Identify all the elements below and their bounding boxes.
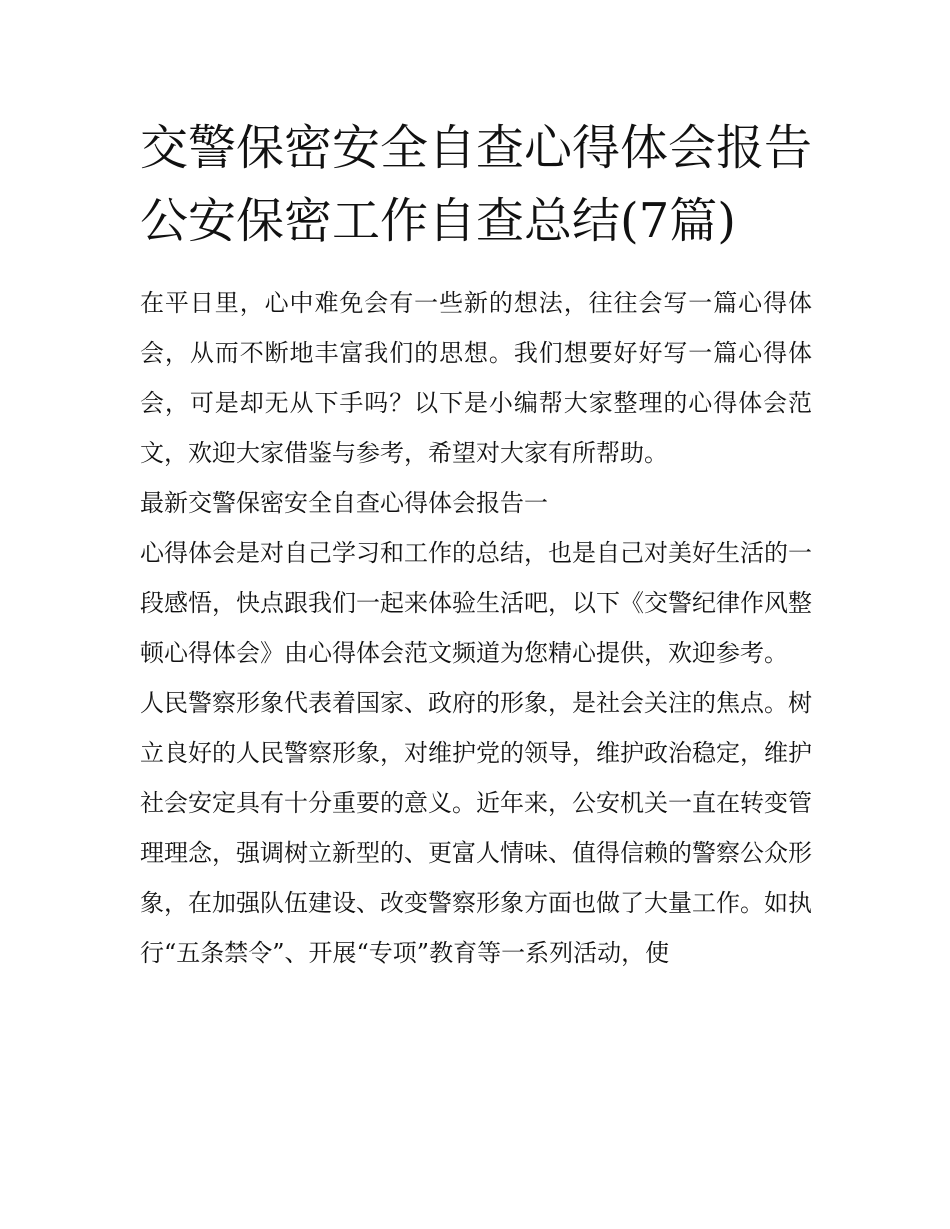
body-paragraph: 人民警察形象代表着国家、政府的形象，是社会关注的焦点。树立良好的人民警察形象，对维护党的领导，维护政治稳定，维护社会安定具有十分重要的意义。近年来，公安机关一直在转变管理理念，强调树立新型的、更富人情味、值得信赖的警察公众形象，在加强队伍建设、改变警察形象方面也做了大量工作。如执行“五条禁令”、开展“专项”教育等一系列活动，使 bbox=[140, 689, 812, 967]
section-heading: 最新交警保密安全自查心得体会报告一 bbox=[140, 489, 548, 517]
document-title: 交警保密安全自查心得体会报告 公安保密工作自查总结(7篇) bbox=[140, 120, 813, 249]
document-page bbox=[140, 112, 812, 978]
body-paragraph: 心得体会是对自己学习和工作的总结，也是自己对美好生活的一段感悟，快点跟我们一起来体验生活吧，以下《交警纪律作风整顿心得体会》由心得体会范文频道为您精心提供，欢迎参考。 bbox=[140, 539, 812, 667]
intro-paragraph: 在平日里，心中难免会有一些新的想法，往往会写一篇心得体会，从而不断地丰富我们的思想。我们想要好好写一篇心得体会，可是却无从下手吗？以下是小编帮大家整理的心得体会范文，欢迎大家借鉴与参考，希望对大家有所帮助。 bbox=[140, 289, 812, 467]
